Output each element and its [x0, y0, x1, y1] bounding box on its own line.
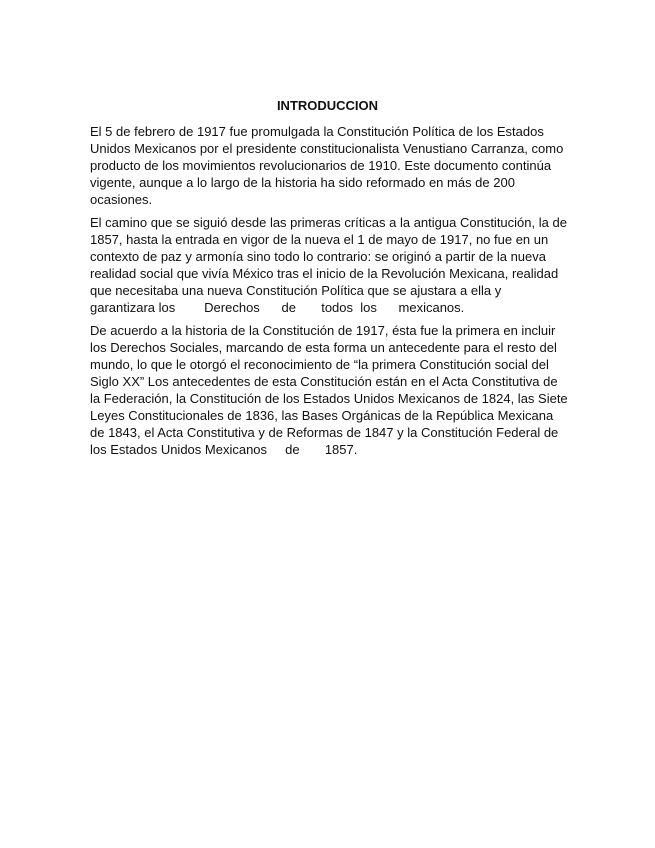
- paragraph-line: producto de los movimientos revolucionarios de 1910. Este documento continúa: [90, 158, 552, 173]
- paragraph-line: Leyes Constitucionales de 1836, las Bases Orgánicas de la República Mexicana: [90, 408, 554, 423]
- paragraph-line: que necesitaba una nueva Constitución Política que se ajustara a ella y: [90, 283, 502, 298]
- paragraph-line: De acuerdo a la historia de la Constitución de 1917, ésta fue la primera en incluir: [90, 323, 556, 338]
- paragraph-line: 1857, hasta la entrada en vigor de la nueva el 1 de mayo de 1917, no fue en un: [90, 232, 549, 247]
- paragraph-line: la Federación, la Constitución de los Estados Unidos Mexicanos de 1824, las Siete: [90, 391, 568, 406]
- paragraph-line: El 5 de febrero de 1917 fue promulgada la Constitución Política de los Estados: [90, 124, 544, 139]
- paragraph-line: realidad social que vivía México tras el inicio de la Revolución Mexicana, realidad: [90, 266, 559, 281]
- paragraph-line: contexto de paz y armonía sino todo lo contrario: se originó a partir de la nueva: [90, 249, 546, 264]
- paragraph-line: Unidos Mexicanos por el presidente constitucionalista Venustiano Carranza, como: [90, 141, 564, 156]
- paragraph-line: mundo, lo que le otorgó el reconocimiento de “la primera Constitución social del: [90, 357, 549, 372]
- paragraph-line: ocasiones.: [90, 192, 153, 207]
- paragraph-line: garantizara los Derechos de todos los mexicanos.: [90, 300, 465, 315]
- paragraph-line: los Estados Unidos Mexicanos de 1857.: [90, 442, 358, 457]
- paragraph-line: vigente, aunque a lo largo de la historia ha sido reformado en más de 200: [90, 175, 515, 190]
- document-title: INTRODUCCION: [276, 98, 379, 113]
- paragraph-line: El camino que se siguió desde las primeras críticas a la antigua Constitución, la de: [90, 215, 567, 230]
- paragraph-line: Siglo XX” Los antecedentes de esta Constitución están en el Acta Constitutiva de: [90, 374, 558, 389]
- paragraph-line: de 1843, el Acta Constitutiva y de Reformas de 1847 y la Constitución Federal de: [90, 425, 559, 440]
- paragraph-line: los Derechos Sociales, marcando de esta forma un antecedente para el resto del: [90, 340, 557, 355]
